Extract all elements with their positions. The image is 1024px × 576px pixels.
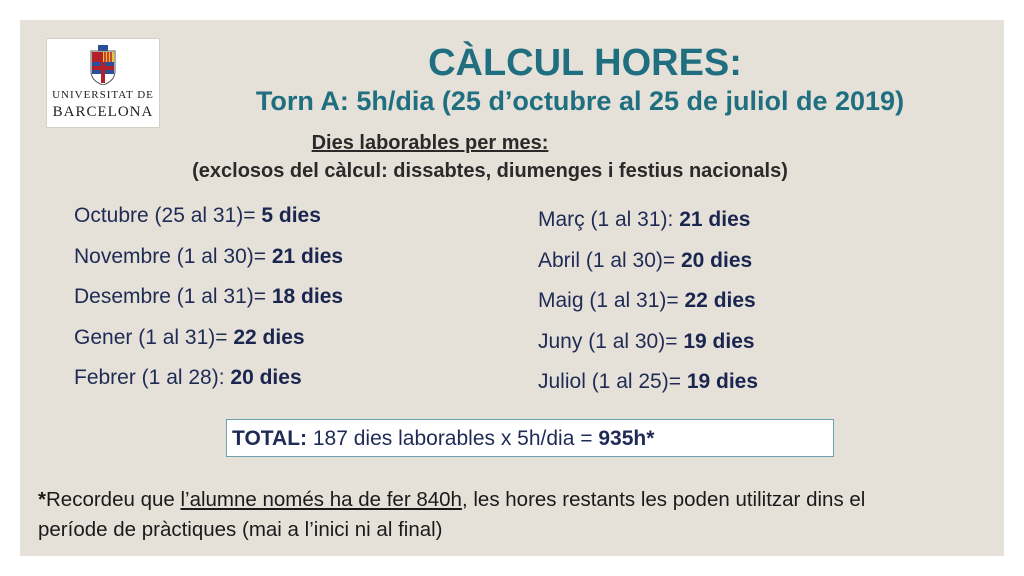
month-days: 19 dies bbox=[683, 329, 755, 353]
month-days: 18 dies bbox=[271, 285, 344, 308]
month-days: 20 dies bbox=[680, 248, 753, 272]
month-row bbox=[538, 249, 758, 290]
month-days: 19 dies bbox=[686, 370, 759, 393]
month-row bbox=[538, 208, 758, 249]
month-label: Novembre (1 al 30)= bbox=[74, 244, 272, 268]
slide bbox=[20, 20, 1004, 556]
footnote-star: * bbox=[38, 488, 46, 511]
footnote-underlined: l’alumne només ha de fer 840h bbox=[180, 488, 462, 511]
month-label: Desembre (1 al 31)= bbox=[74, 285, 272, 308]
month-label: Juliol (1 al 25)= bbox=[538, 370, 687, 393]
month-row bbox=[74, 285, 343, 326]
month-days: 20 dies bbox=[230, 366, 302, 389]
month-days: 21 dies bbox=[271, 244, 344, 268]
total-value: 935h* bbox=[598, 427, 655, 450]
workdays-heading: Dies laborables per mes: bbox=[311, 132, 549, 154]
month-row bbox=[538, 330, 758, 371]
total-box bbox=[226, 419, 834, 457]
month-row bbox=[74, 326, 343, 367]
total-label: TOTAL: bbox=[232, 427, 308, 450]
months-column-left bbox=[74, 204, 343, 407]
month-label: Juny (1 al 30)= bbox=[538, 329, 684, 353]
month-days: 21 dies bbox=[679, 208, 751, 231]
month-label: Març (1 al 31): bbox=[538, 208, 680, 231]
month-label: Maig (1 al 31)= bbox=[538, 289, 685, 312]
footnote-post: , les hores restants les poden utilitzar dins el període de pràctiques (mai a l’inici ni al final) bbox=[38, 488, 866, 541]
logo-text-line1: UNIVERSITAT DE bbox=[52, 89, 154, 101]
months-column-right bbox=[538, 208, 758, 411]
month-label: Octubre (25 al 31)= bbox=[74, 204, 262, 227]
university-logo bbox=[46, 38, 160, 128]
total-text: 187 dies laborables x 5h/dia = bbox=[307, 427, 599, 450]
month-days: 22 dies bbox=[233, 325, 305, 349]
university-seal-icon bbox=[89, 45, 117, 85]
slide-subtitle: Torn A: 5h/dia (25 d’octubre al 25 de juliol de 2019) bbox=[255, 86, 905, 116]
month-label: Abril (1 al 30)= bbox=[538, 248, 681, 272]
logo-text-line2: BARCELONA bbox=[52, 104, 154, 120]
month-row bbox=[538, 370, 758, 411]
month-row bbox=[538, 289, 758, 330]
month-days: 22 dies bbox=[684, 289, 756, 312]
month-row bbox=[74, 245, 343, 286]
month-label: Febrer (1 al 28): bbox=[74, 366, 231, 389]
footnote-pre: Recordeu que bbox=[45, 488, 181, 511]
month-row bbox=[74, 204, 343, 245]
month-row bbox=[74, 366, 343, 407]
workdays-exclusion-note: (exclosos del càlcul: dissabtes, diumenges i festius nacionals) bbox=[192, 160, 788, 182]
month-label: Gener (1 al 31)= bbox=[74, 325, 234, 349]
footnote bbox=[38, 485, 938, 545]
slide-title: CÀLCUL HORES: bbox=[428, 42, 742, 84]
month-days: 5 dies bbox=[261, 204, 321, 227]
